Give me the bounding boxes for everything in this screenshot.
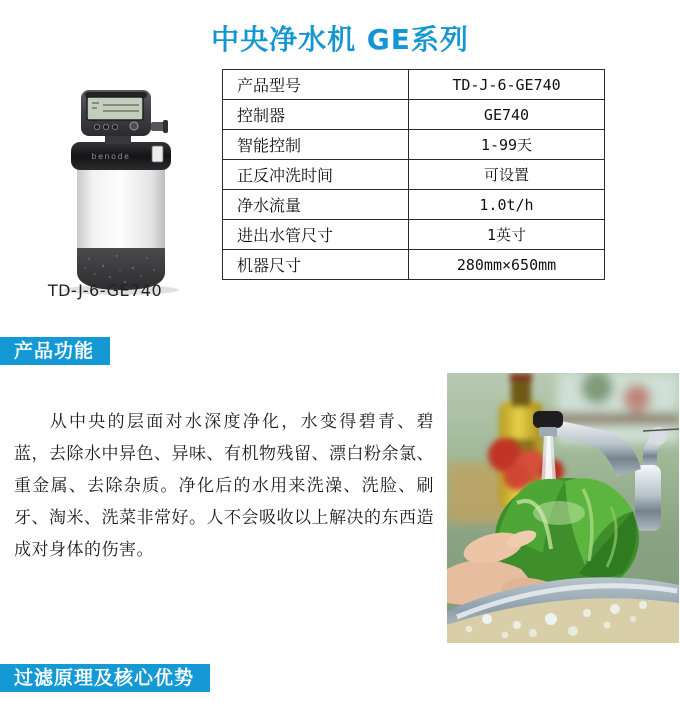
- table-row: [223, 100, 605, 130]
- spec-label: 机器尺寸: [223, 250, 409, 280]
- spec-label: 控制器: [223, 100, 409, 130]
- table-row: [223, 220, 605, 250]
- spec-label: 进出水管尺寸: [223, 220, 409, 250]
- product-model-caption: TD-J-6-GE740: [47, 281, 163, 300]
- table-row: [223, 190, 605, 220]
- spec-value: 1-99天: [409, 130, 605, 160]
- table-row: [223, 160, 605, 190]
- spec-value: 280mm×650mm: [409, 250, 605, 280]
- spec-label: 正反冲洗时间: [223, 160, 409, 190]
- section-heading-filter: 过滤原理及核心优势: [0, 664, 210, 692]
- page-title: 中央净水机 GE系列: [211, 23, 469, 56]
- spec-value: 1.0t/h: [409, 190, 605, 220]
- side-fitting-end: [163, 120, 168, 133]
- product-photo: [447, 373, 679, 643]
- spec-value: GE740: [409, 100, 605, 130]
- section-heading-features: 产品功能: [0, 337, 110, 365]
- water-softener-illustration: [55, 84, 205, 296]
- spec-value: TD-J-6-GE740: [409, 70, 605, 100]
- table-row: [223, 250, 605, 280]
- brand-text: benode: [91, 152, 131, 161]
- spec-table: [222, 69, 605, 280]
- table-row: [223, 70, 605, 100]
- spec-label: 净水流量: [223, 190, 409, 220]
- washing-vegetables-photo: [447, 373, 679, 643]
- spec-label: 产品型号: [223, 70, 409, 100]
- cap-label: [152, 146, 163, 162]
- side-fitting: [151, 122, 165, 131]
- features-paragraph: 从中央的层面对水深度净化，水变得碧青、碧蓝，去除水中异色、异味、有机物残留、漂白粉余氯、重金属、去除杂质。净化后的水用来洗澡、洗脸、刷牙、淘米、洗菜非常好。人不会吸收以上解决的东西造成对身体的伤害。: [14, 412, 434, 560]
- table-row: [223, 130, 605, 160]
- spec-value: 可设置: [409, 160, 605, 190]
- product-image: [55, 84, 205, 296]
- spec-label: 智能控制: [223, 130, 409, 160]
- spec-value: 1英寸: [409, 220, 605, 250]
